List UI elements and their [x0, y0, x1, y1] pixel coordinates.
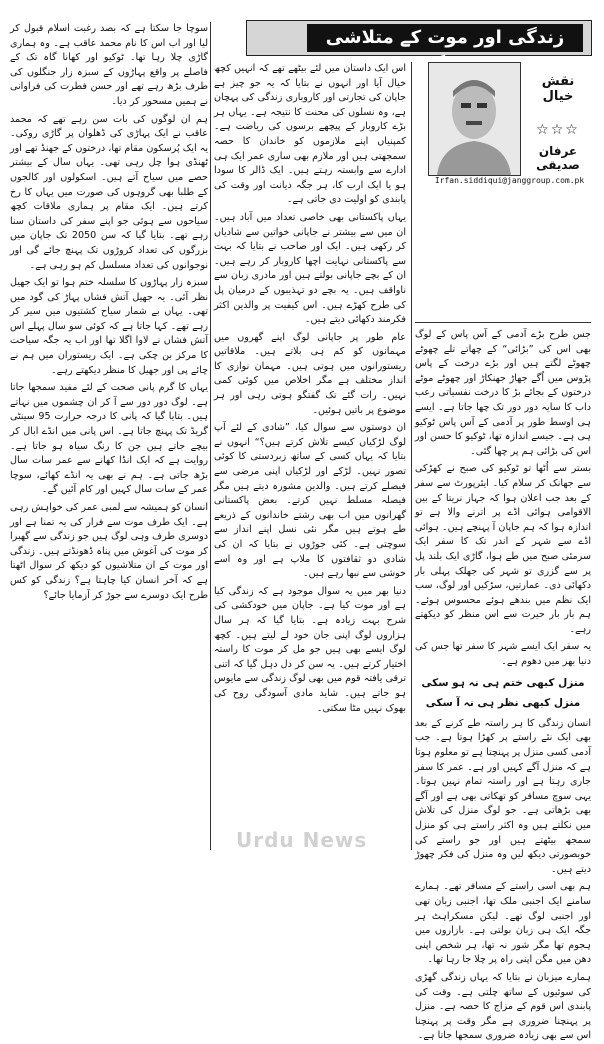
byline-box: [525, 74, 591, 172]
column-left: [10, 22, 208, 848]
paragraph: ہمارے میزبان نے بتایا کہ یہاں زندگی گھڑی کی سوئیوں کے ساتھ چلتی ہے۔ وقت کی پابندی اس قوم کے مزاج کا حصہ ہے۔ منزل پر پہنچنا ضروری ہے مگر وقت پر پہنچنا اس سے بھی زیادہ ضروری سمجھا جاتا ہے۔: [415, 971, 591, 1042]
verse-line: منزل کبھی ختم ہی نہ ہو سکی: [421, 676, 585, 689]
paragraph: یہ سفر ایک ایسے شہر کا سفر تھا جس کی دنیا بھر میں دھوم ہے۔: [415, 641, 591, 668]
paragraph: ہم ان لوگوں کی بات سن رہے تھے کہ محمد عاقب نے ایک پہاڑی کی ڈھلوان پر گاڑی روکی۔ یہ ایک پُرسکون مقام تھا، درختوں کے جھنڈ تھے اور ٹھنڈی ہوا چل رہی تھی۔ یہاں سال کے بیشتر حصے میں سیاح آتے ہیں۔ اسکولوں اور کالجوں کے طلبا بھی گروہوں کی صورت میں یہاں کا رخ کرتے ہیں۔ ایک مقام پر ہماری ملاقات کچھ سیاحوں سے ہوئی جو اپنے سفر کی داستان سنا رہے تھے۔ بتایا گیا کہ سن 2050 تک جاپان میں بزرگوں کی تعداد کروڑوں تک پہنچ جائے گی اور نوجوانوں کی تعداد مسلسل کم ہو رہی ہے۔: [10, 113, 208, 271]
author-name: عرفان صدیقی: [536, 144, 580, 172]
headline: زندگی اور موت کے متلاشی: [307, 24, 583, 52]
paragraph: جس طرح بڑے آدمی کے آس پاس کے لوگ بھی اس کی ”بڑائی“ کے چھاتے تلے چھوٹے چھوٹے لگتے ہیں اور بڑے درخت کے پاس پڑوس میں اُگے جھاڑ جھنکاڑ اور چھوٹے موٹے درختوں کے بجائے بڑ کا درخت نفسیاتی رعب داب کا سایہ دور دور تک چھا جاتا ہے۔ ایسے ہی اوسط طور پر آدمی کے آس پاس ٹوکیو ہی ہے۔ جیسے اندازہ تھا، ٹوکیو کا حسن اور اس کی بڑائی ہم پر چھا گئی۔: [415, 329, 591, 457]
column-kicker: نقش خیال: [541, 74, 575, 104]
author-photo: [428, 62, 521, 176]
paragraph: دنیا بھر میں یہ سوال موجود ہے کہ زندگی کیا ہے اور موت کیا ہے۔ جاپان میں خودکشی کی شرح بہت زیادہ ہے۔ بتایا گیا کہ ہر سال ہزاروں لوگ اپنی جان خود لے لیتے ہیں۔ کچھ لوگ ایسے بھی ہیں جو مل کر موت کا راستہ اختیار کرتے ہیں۔ یہ سن کر دل دہل گیا کہ اتنی ترقی یافتہ قوم میں بھی لوگ زندگی سے مایوس ہو جاتے ہیں۔ شاید مادی آسودگی روح کی بھوک نہیں مٹا سکتی۔: [214, 585, 406, 714]
paragraph: یہاں کا گرم پانی صحت کے لئے مفید سمجھا جاتا ہے۔ لوگ دور دور سے آ کر ان چشموں میں نہاتے ہیں۔ بتایا گیا کہ پانی کا درجہ حرارت 95 سینٹی گریڈ تک پہنچ جاتا ہے۔ اس پانی میں انڈے ابال کر بیچے جاتے ہیں جن کا رنگ سیاہ ہو جاتا ہے۔ روایت ہے کہ ایک انڈا کھانے سے عمر سات سال بڑھ جاتی ہے۔ ہم نے بھی یہ انڈے کھائے، سوچا عمر کے سات سال کہیں اور کام آئیں گے۔: [10, 382, 208, 496]
star-separator: ☆☆☆: [536, 122, 580, 138]
paragraph: عام طور پر جاپانی لوگ اپنے گھروں میں مہمانوں کو کم ہی بلاتے ہیں۔ ملاقاتیں ریستورانوں میں ہوتی ہیں۔ مہمان نوازی کا انداز مختلف ہے مگر اخلاص میں کوئی کمی نہیں۔ رات گئے تک گفتگو ہوتی رہی اور ہر موضوع پر باتیں ہوئیں۔: [214, 331, 406, 416]
author-portrait-icon: [429, 63, 520, 175]
author-email: Irfan.siddiqui@janggroup.com.pk: [434, 176, 585, 185]
paragraph: انسان کو ہمیشہ سے لمبی عمر کی خواہش رہی ہے۔ ایک طرف موت سے فرار کی یہ تمنا ہے اور دوسری طرف وہی لوگ ہیں جو زندگی سے گھبرا کر موت کی آغوش میں پناہ ڈھونڈتے ہیں۔ زندگی اور موت کے ان متلاشیوں کو دیکھ کر سوال اٹھتا ہے کہ آخر انسان کیا چاہتا ہے؟ زندگی کو کس طرح ایک دوسرے سے جوڑ کر آزمایا جائے؟: [10, 502, 208, 601]
paragraph: انسان زندگی کا ہر راستہ طے کرنے کے بعد بھی ایک نئے راستے پر کھڑا ہوتا ہے۔ جب آدمی کسی منزل پر پہنچتا ہے تو معلوم ہوتا ہے کہ منزل آگے کہیں اور ہے۔ عمر کا سفر جاری رہتا ہے اور راستہ تمام نہیں ہوتا۔ یہی سوچ مسافر کو تھکاتی بھی ہے اور آگے بھی بڑھاتی ہے۔ جو لوگ منزل کی تلاش میں نکلتے ہیں وہ اکثر راستے ہی کو منزل سمجھ بیٹھتے ہیں اور جو راستے کی خوبصورتی دیکھ لیں وہ منزل کی فکر چھوڑ دیتے ہیں۔: [415, 717, 591, 875]
paragraph: ان دوستوں سے سوال کیا، ”شادی کے لئے آپ لوگ لڑکیاں کیسے تلاش کرتے ہیں؟“ انہوں نے بتایا کہ یہاں کسی کے ساتھ زبردستی کا کوئی تصور نہیں۔ لڑکے اور لڑکیاں اپنی مرضی سے فیصلے کرتے ہیں۔ والدین مشورہ دیتے ہیں مگر فیصلہ مسلط نہیں کرتے۔ بعض پاکستانی گھرانوں میں اب بھی رشتے خاندانوں کے ذریعے طے ہوتے ہیں مگر نئی نسل اپنے انداز سے سوچتی ہے۔ کئی جوڑوں نے بتایا کہ ان کی شادی دو ثقافتوں کا ملاپ ہے اور وہ اسے خوشی سے نبھا رہے ہیں۔: [214, 422, 406, 580]
column-divider: [210, 22, 211, 850]
column-right: [415, 328, 591, 1042]
photo-rule: [415, 322, 591, 323]
column-middle: [214, 62, 406, 850]
paragraph: یہاں پاکستانی بھی خاصی تعداد میں آباد ہیں۔ ان میں سے بیشتر نے جاپانی خواتین سے شادیاں کر رکھی ہیں۔ ایک اور صاحب نے بتایا کہ بہت سے پاکستانی نہایت اچھا کاروبار کر رہے ہیں۔ ان کے بچے جاپانی بولتے ہیں اور مادری زبان سے ناواقف ہیں۔ یہ بچے دو تہذیبوں کے درمیان پل کی طرح کھڑے ہیں۔ اس کیفیت پر والدین اکثر فکرمند دکھائی دیتے ہیں۔: [214, 211, 406, 326]
verse-line: منزل کبھی نظر ہی نہ آ سکی: [425, 697, 581, 710]
column-divider: [411, 62, 412, 850]
paragraph: سوچا جا سکتا ہے کہ بصد رغبت اسلام قبول کر لیا اور اب اس کا نام محمد عاقب ہے۔ وہ ہماری گاڑی چلا رہا تھا۔ ٹوکیو اور کھانا گاہ تک کے فاصلے پر واقع پہاڑوں کے سبزہ زار جنگلوں کی طرف بڑھ رہے تھے اور حسن فطرت کی فراوانی نے ہمیں مسحور کر دیا۔: [10, 23, 208, 107]
watermark-logo: Urdu News: [236, 828, 368, 852]
paragraph: ہم بھی اسی راستے کے مسافر تھے۔ ہمارے سامنے ایک اجنبی ملک تھا، اجنبی زبان تھی اور اجنبی لوگ تھے۔ لیکن مسکراہٹ ہر جگہ ایک ہی زبان بولتی ہے۔ بازاروں میں ہجوم تھا مگر شور نہ تھا، ہر شخص اپنی دھن میں مگن اپنی راہ پر چلا جا رہا تھا۔: [415, 881, 591, 966]
headline-banner: [246, 20, 592, 56]
paragraph: بستر سے اُٹھا تو ٹوکیو کی صبح نے کھڑکی سے جھانک کر سلام کیا۔ ایئرپورٹ سے سفر کے بعد جب اعلان ہوا کہ جہاز نریتا کے بین الاقوامی ہوائی اڈے پر اترنے والا ہے تو اندازہ ہوا کہ ہم جاپان آ پہنچے ہیں۔ ہوائی اڈے سے شہر کے اندر تک کا سفر ایک سرمئی صبح میں طے ہوا، گاڑی ایک بلند پل پر سے گزری تو شہر کی جھلک پہلی بار دکھائی دی۔ عمارتیں، سڑکیں اور لوگ، سب ایک نظم میں بندھے ہوئے محسوس ہوئے۔ ہم بار بار حیرت سے اس منظر کو دیکھتے رہے۔: [415, 463, 591, 635]
paragraph: سبزہ زار پہاڑوں کا سلسلہ ختم ہوا تو ایک جھیل نظر آئی۔ یہ جھیل آتش فشاں پہاڑ کی گود میں تھی۔ یہاں بے شمار سیاح کشتیوں میں سیر کر رہے تھے۔ کہا جاتا ہے کہ کوئی سو سال پہلے اس آتش فشاں نے لاوا اگلا تھا اور اب یہ جگہ سیاحت کا مرکز بن چکی ہے۔ ایک ریستوران میں ہم نے چائے پی اور جھیل کا منظر دیکھتے رہے۔: [10, 277, 208, 376]
paragraph: اس ایک داستان میں لئے بیٹھے تھے کہ انہیں کچھ خیال آیا اور انہوں نے بتایا کہ یہ جو چیز ہے جاپان کی تجارتی اور کاروباری زندگی کی پہچان ہے، وہ نسلوں کی محنت کا نتیجہ ہے۔ یہاں ہر بڑے کاروبار کے پیچھے برسوں کی ریاضت ہے۔ کمپنیاں اپنے ملازموں کو خاندان کا حصہ سمجھتی ہیں اور ملازم بھی ساری عمر ایک ہی ادارے سے وابستہ رہتے ہیں۔ ایک ڈالر کا سودا ہو یا ایک ارب کا، ہر جگہ دیانت اور وقت کی پابندی کو اولیت دی جاتی ہے۔: [214, 63, 406, 206]
